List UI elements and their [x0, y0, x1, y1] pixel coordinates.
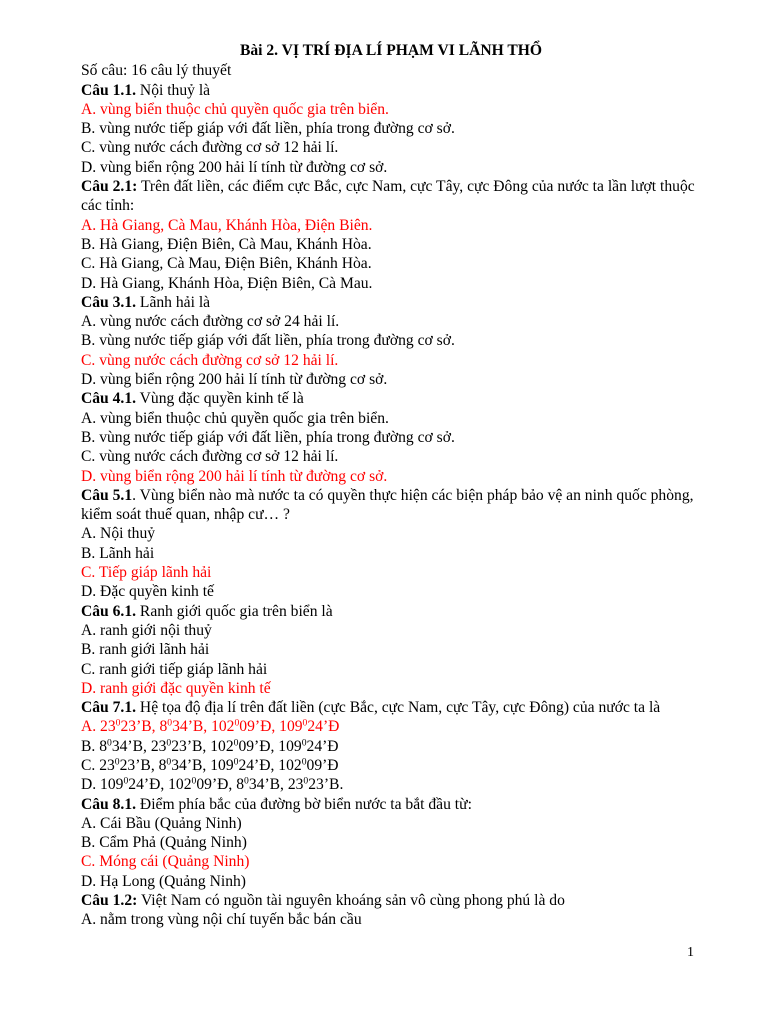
answer-option: D. Đặc quyền kinh tế: [81, 583, 214, 601]
question-stem: [81, 81, 701, 100]
question-text: Ranh giới quốc gia trên biển là: [136, 602, 333, 620]
question-stem: [81, 698, 701, 717]
question-block: [81, 81, 701, 177]
question-stem: [81, 389, 701, 408]
answer-option: D. $109^024’Đ$, $102^009’Đ$, $8^034’B$, $23^023’B$.: [81, 775, 344, 794]
answer-option: A. vùng biển thuộc chủ quyền quốc gia trên biển.: [81, 409, 389, 427]
question-label: Câu 3.1.: [81, 293, 137, 311]
question-block: [81, 177, 701, 293]
answer-option: D. Hạ Long (Quảng Ninh): [81, 872, 246, 890]
question-label: Câu 1.2:: [81, 892, 138, 910]
answer-option-correct: C. Móng cái (Quảng Ninh): [81, 853, 250, 871]
answer-option: D. vùng biển rộng 200 hải lí tính từ đường cơ sở.: [81, 371, 388, 389]
question-stem: [81, 486, 701, 525]
question-label: Câu 5.1: [81, 486, 133, 504]
question-text: Vùng đặc quyền kinh tế là: [136, 390, 304, 408]
question-text: Lãnh hải là: [136, 293, 211, 311]
answer-option: B. vùng nước tiếp giáp với đất liền, phía trong đường cơ sở.: [81, 428, 455, 446]
question-block: [81, 486, 701, 602]
answer-option: B. Cẩm Phả (Quảng Ninh): [81, 834, 247, 852]
question-text: . Vùng biển nào mà nước ta có quyền thực hiện các biện pháp bảo vệ an ninh quốc phòng, kiểm soát thuế quan, nhập cư… ?: [81, 486, 694, 524]
answer-option: B. Lãnh hải: [81, 544, 155, 562]
question-label: Câu 6.1.: [81, 602, 137, 620]
question-label: Câu 7.1.: [81, 699, 137, 717]
question-text: Nội thuỷ là: [136, 81, 211, 99]
question-label: Câu 4.1.: [81, 390, 137, 408]
answer-option: B. Hà Giang, Điện Biên, Cà Mau, Khánh Hòa.: [81, 235, 372, 253]
answer-option-correct: C. Tiếp giáp lãnh hải: [81, 564, 212, 582]
question-block: [81, 795, 701, 891]
answer-option: B. vùng nước tiếp giáp với đất liền, phía trong đường cơ sở.: [81, 332, 455, 350]
question-block: [81, 891, 701, 930]
question-stem: [81, 795, 701, 814]
answer-option: A. ranh giới nội thuỷ: [81, 621, 212, 639]
question-stem: [81, 891, 701, 910]
question-text: Trên đất liền, các điểm cực Bắc, cực Nam, cực Tây, cực Đông của nước ta lần lượt thuộc các tỉnh:: [81, 178, 695, 215]
answer-option-correct: C. vùng nước cách đường cơ sở 12 hải lí.: [81, 351, 339, 369]
answer-option-correct: D. vùng biển rộng 200 hải lí tính từ đường cơ sở.: [81, 467, 388, 485]
question-text: Điểm phía bắc của đường bờ biển nước ta bắt đầu từ:: [136, 795, 472, 813]
answer-option-correct: A. $23^023’B$, $8^034’B$, $102^009’Đ$, $109^024’Đ$: [81, 718, 340, 736]
question-list: [81, 81, 701, 930]
question-text: Việt Nam có nguồn tài nguyên khoáng sản vô cùng phong phú là do: [137, 892, 565, 910]
page-number: 1: [687, 945, 694, 960]
answer-option: A. nằm trong vùng nội chí tuyến bắc bán cầu: [81, 911, 362, 929]
question-label: Câu 2.1:: [81, 178, 138, 196]
answer-option: C. $23^023’B$, $8^034’B$, $109^024’Đ$, $102^009’Đ$: [81, 756, 339, 774]
answer-option-correct: D. ranh giới đặc quyền kinh tế: [81, 679, 271, 697]
document-subtitle: Số câu: 16 câu lý thuyết: [81, 62, 232, 80]
answer-option: A. Cái Bầu (Quảng Ninh): [81, 814, 242, 832]
question-label: Câu 8.1.: [81, 795, 137, 813]
answer-option-correct: A. vùng biển thuộc chủ quyền quốc gia trên biển.: [81, 100, 389, 118]
question-stem: [81, 293, 701, 312]
answer-option-correct: A. Hà Giang, Cà Mau, Khánh Hòa, Điện Biên.: [81, 216, 373, 234]
document-title: Bài 2. VỊ TRÍ ĐỊA LÍ PHẠM VI LÃNH THỔ: [239, 42, 543, 59]
answer-option: D. Hà Giang, Khánh Hòa, Điện Biên, Cà Mau.: [81, 274, 373, 292]
document-body: [81, 41, 701, 930]
answer-option: C. ranh giới tiếp giáp lãnh hải: [81, 660, 268, 678]
question-block: [81, 698, 701, 794]
question-block: [81, 389, 701, 485]
answer-option: D. vùng biển rộng 200 hải lí tính từ đường cơ sở.: [81, 158, 388, 176]
question-label: Câu 1.1.: [81, 81, 137, 99]
answer-option: C. vùng nước cách đường cơ sở 12 hải lí.: [81, 139, 339, 157]
question-stem: [81, 177, 701, 216]
question-stem: [81, 602, 701, 621]
answer-option: B. vùng nước tiếp giáp với đất liền, phía trong đường cơ sở.: [81, 120, 455, 138]
answer-option: B. ranh giới lãnh hải: [81, 641, 210, 659]
answer-option: A. vùng nước cách đường cơ sở 24 hải lí.: [81, 313, 340, 331]
answer-option: A. Nội thuỷ: [81, 525, 156, 543]
answer-option: B. $8^034’B$, $23^023’B$, $102^009’Đ$, $109^024’Đ$: [81, 737, 339, 755]
question-block: [81, 293, 701, 389]
question-text: Hệ tọa độ địa lí trên đất liền (cực Bắc, cực Nam, cực Tây, cực Đông) của nước ta là: [136, 699, 661, 717]
question-block: [81, 602, 701, 698]
answer-option: C. vùng nước cách đường cơ sở 12 hải lí.: [81, 448, 339, 466]
answer-option: C. Hà Giang, Cà Mau, Điện Biên, Khánh Hòa.: [81, 255, 372, 273]
